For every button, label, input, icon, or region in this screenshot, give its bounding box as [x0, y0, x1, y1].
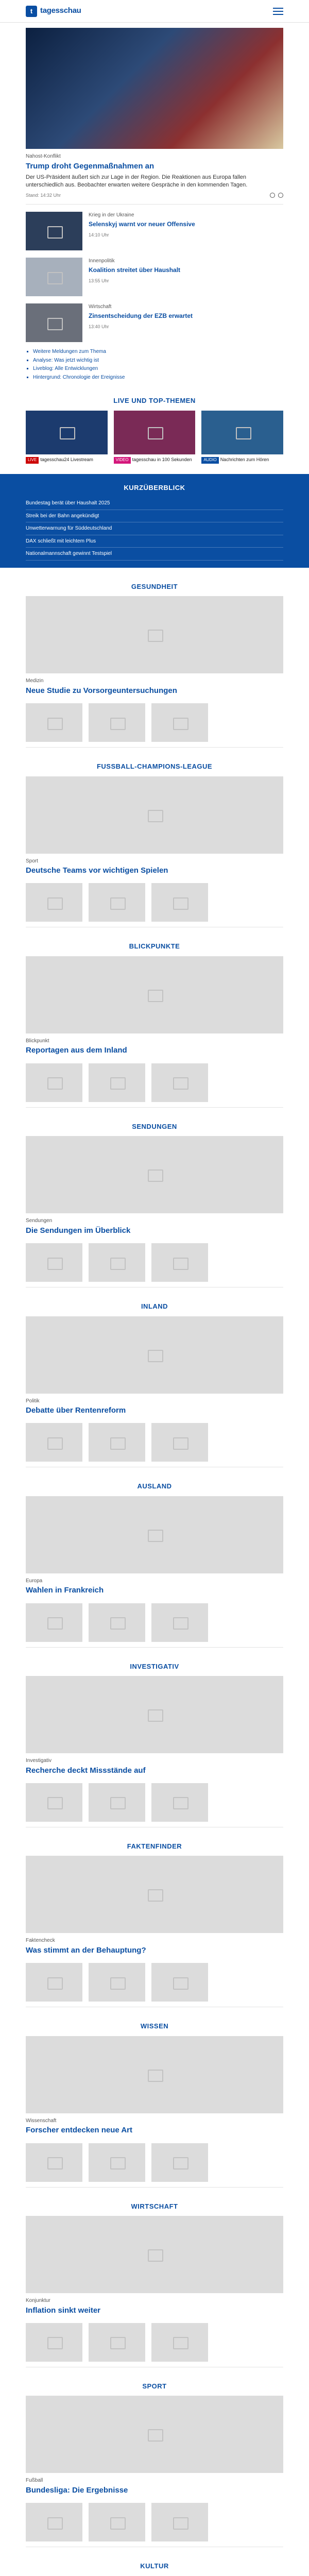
- content-section: [26, 937, 283, 1107]
- content-section: [26, 2377, 283, 2547]
- section-title-live: LIVE UND TOP-THEMEN: [113, 397, 196, 405]
- audio-badge: AUDIO: [201, 457, 218, 464]
- thumbnail-image[interactable]: [151, 1423, 208, 1462]
- thumbnail-image[interactable]: [151, 1603, 208, 1642]
- item-topline: Innenpolitik: [89, 258, 115, 264]
- top-navigation: [0, 0, 309, 23]
- thumbnail-image[interactable]: [151, 2143, 208, 2182]
- thumbnail-image[interactable]: [26, 2143, 82, 2182]
- thumbnail-image[interactable]: [26, 1603, 82, 1642]
- section-image[interactable]: [26, 2036, 283, 2113]
- section-title: SENDUNGEN: [132, 1122, 177, 1130]
- section-image[interactable]: [26, 1676, 283, 1753]
- content-section: [26, 2556, 283, 2576]
- section-image[interactable]: [26, 1316, 283, 1394]
- thumbnail-image[interactable]: [26, 703, 82, 742]
- section-topline: Wissenschaft: [26, 2117, 57, 2124]
- thumbnail-image[interactable]: [151, 1783, 208, 1822]
- thumbnail-image[interactable]: [151, 883, 208, 922]
- related-link[interactable]: ▪ Weitere Meldungen zum Thema: [33, 348, 283, 355]
- related-link[interactable]: ▪ Analyse: Was jetzt wichtig ist: [33, 357, 283, 364]
- section-image[interactable]: [26, 1136, 283, 1213]
- section-headline[interactable]: Reportagen aus dem Inland: [26, 1046, 127, 1055]
- ticker-block: [0, 474, 309, 568]
- section-title: AUSLAND: [137, 1482, 172, 1490]
- thumbnail-image[interactable]: [151, 1063, 208, 1102]
- logo-text[interactable]: tagesschau: [40, 6, 81, 15]
- logo-icon[interactable]: t: [26, 6, 37, 17]
- section-headline[interactable]: Deutsche Teams vor wichtigen Spielen: [26, 866, 168, 875]
- thumbnail-image[interactable]: [89, 1423, 145, 1462]
- section-image[interactable]: [26, 1496, 283, 1573]
- live-tile[interactable]: [114, 411, 196, 454]
- hero-time: Stand: 14:32 Uhr: [26, 193, 61, 198]
- section-title: FUSSBALL-CHAMPIONS-LEAGUE: [96, 762, 213, 771]
- section-topline: Europa: [26, 1578, 43, 1584]
- item-topline: Krieg in der Ukraine: [89, 212, 134, 218]
- section-topline: Investigativ: [26, 1758, 52, 1764]
- item-time: 14:10 Uhr: [89, 232, 109, 238]
- section-title: INVESTIGATIV: [130, 1662, 179, 1670]
- thumbnail-image[interactable]: [26, 1063, 82, 1102]
- section-image[interactable]: [26, 1856, 283, 1933]
- content-section: [26, 1297, 283, 1467]
- hero-headline[interactable]: Trump droht Gegenmaßnahmen an: [26, 161, 154, 171]
- bookmark-icon[interactable]: [278, 193, 283, 198]
- live-label[interactable]: tagesschau24 Livestream: [40, 456, 93, 462]
- content-section: [26, 757, 283, 927]
- thumbnail-image[interactable]: [26, 2323, 82, 2362]
- section-headline[interactable]: Forscher entdecken neue Art: [26, 2126, 133, 2135]
- live-label[interactable]: Nachrichten zum Hören: [220, 456, 269, 462]
- thumbnail-image[interactable]: [151, 703, 208, 742]
- item-title[interactable]: Zinsentscheidung der EZB erwartet: [89, 312, 193, 319]
- section-headline[interactable]: Die Sendungen im Überblick: [26, 1226, 131, 1235]
- section-image[interactable]: [26, 776, 283, 854]
- section-title: INLAND: [141, 1302, 168, 1311]
- hero-image[interactable]: [26, 28, 283, 149]
- section-title: BLICKPUNKTE: [129, 942, 180, 951]
- thumbnail-image[interactable]: [26, 883, 82, 922]
- thumbnail-image[interactable]: [89, 883, 145, 922]
- section-title: SPORT: [142, 2382, 167, 2390]
- section-topline: Blickpunkt: [26, 1038, 49, 1044]
- ticker-item[interactable]: Bundestag berät über Haushalt 2025: [26, 497, 283, 510]
- related-links: [26, 348, 283, 381]
- thumbnail-image[interactable]: [26, 2503, 82, 2541]
- section-topline: Sport: [26, 858, 38, 864]
- thumbnail-image[interactable]: [151, 2323, 208, 2362]
- related-link[interactable]: ▪ Hintergrund: Chronologie der Ereignisse: [33, 374, 283, 381]
- section-title: WISSEN: [140, 2022, 169, 2030]
- hero-topline: Nahost-Konflikt: [26, 154, 61, 159]
- thumbnail-image: [26, 258, 82, 296]
- thumbnail-image[interactable]: [26, 1423, 82, 1462]
- section-headline[interactable]: Was stimmt an der Behauptung?: [26, 1945, 146, 1955]
- list-item[interactable]: [26, 258, 283, 296]
- section-topline: Sendungen: [26, 1218, 53, 1224]
- section-image[interactable]: [26, 2216, 283, 2293]
- ticker-item[interactable]: Unwetterwarnung für Süddeutschland: [26, 522, 283, 535]
- section-title: GESUNDHEIT: [131, 582, 178, 590]
- thumbnail-image[interactable]: [89, 2323, 145, 2362]
- section-headline[interactable]: Bundesliga: Die Ergebnisse: [26, 2485, 128, 2495]
- live-tile[interactable]: [26, 411, 108, 454]
- video-badge: VIDEO: [114, 457, 131, 464]
- item-title[interactable]: Koalition streitet über Haushalt: [89, 266, 181, 274]
- section-topline: Medizin: [26, 678, 44, 684]
- section-headline[interactable]: Neue Studie zu Vorsorgeuntersuchungen: [26, 686, 177, 695]
- content-section: [26, 1117, 283, 1287]
- section-headline[interactable]: Recherche deckt Missstände auf: [26, 1766, 146, 1775]
- thumbnail-image[interactable]: [89, 703, 145, 742]
- section-title-ticker: KURZÜBERBLICK: [124, 483, 185, 492]
- list-item[interactable]: [26, 303, 283, 342]
- ticker-item[interactable]: Nationalmannschaft gewinnt Testspiel: [26, 548, 283, 561]
- section-image[interactable]: [26, 956, 283, 1033]
- hero-teaser: Der US-Präsident äußert sich zur Lage in der Region. Die Reaktionen aus Europa fallen unterschiedlich aus. Beobachter erwarten weitere Gespräche in den kommenden Tagen.: [26, 174, 248, 188]
- content-section: [26, 1477, 283, 1647]
- section-topline: Konjunktur: [26, 2298, 50, 2304]
- item-topline: Wirtschaft: [89, 304, 112, 310]
- thumbnail-image[interactable]: [89, 2143, 145, 2182]
- content-section: [26, 2016, 283, 2187]
- section-topline: Politik: [26, 1398, 40, 1404]
- item-time: 13:40 Uhr: [89, 324, 109, 330]
- section-topline: Fußball: [26, 2478, 43, 2484]
- thumbnail-image[interactable]: [89, 1243, 145, 1282]
- section-title: FAKTENFINDER: [127, 1842, 182, 1850]
- section-headline[interactable]: Inflation sinkt weiter: [26, 2306, 101, 2315]
- thumbnail-image: [26, 303, 82, 342]
- thumbnail-image[interactable]: [151, 1963, 208, 2002]
- section-headline[interactable]: Debatte über Rentenreform: [26, 1406, 126, 1415]
- section-image[interactable]: [26, 596, 283, 673]
- live-tile[interactable]: [201, 411, 283, 454]
- section-topline: Faktencheck: [26, 1938, 55, 1944]
- thumbnail-image[interactable]: [89, 1963, 145, 2002]
- content-section: [26, 577, 283, 748]
- section-title: WIRTSCHAFT: [131, 2202, 178, 2210]
- thumbnail-image[interactable]: [89, 1063, 145, 1102]
- section-title: KULTUR: [140, 2562, 169, 2570]
- live-label[interactable]: tagesschau in 100 Sekunden: [132, 456, 192, 462]
- sections: [0, 577, 309, 2576]
- ticker-item[interactable]: Streik bei der Bahn angekündigt: [26, 510, 283, 523]
- content-section: [26, 1837, 283, 2007]
- thumbnail-image: [26, 212, 82, 250]
- thumbnail-image[interactable]: [151, 1243, 208, 1282]
- thumbnail-image[interactable]: [26, 1243, 82, 1282]
- live-badge: LIVE: [26, 457, 39, 464]
- thumbnail-image[interactable]: [89, 1603, 145, 1642]
- thumbnail-image[interactable]: [151, 2503, 208, 2541]
- share-icon[interactable]: [270, 193, 275, 198]
- item-time: 13:55 Uhr: [89, 278, 109, 284]
- item-title[interactable]: Selenskyj warnt vor neuer Offensive: [89, 220, 195, 228]
- content-section: [26, 1657, 283, 1827]
- related-link[interactable]: ▪ Liveblog: Alle Entwicklungen: [33, 365, 283, 372]
- ticker-item[interactable]: DAX schließt mit leichtem Plus: [26, 535, 283, 548]
- thumbnail-image[interactable]: [26, 1963, 82, 2002]
- thumbnail-image[interactable]: [89, 1783, 145, 1822]
- menu-icon[interactable]: [273, 8, 283, 15]
- section-headline[interactable]: Wahlen in Frankreich: [26, 1586, 104, 1595]
- thumbnail-image[interactable]: [26, 1783, 82, 1822]
- thumbnail-image[interactable]: [89, 2503, 145, 2541]
- content-section: [26, 2197, 283, 2367]
- list-item[interactable]: [26, 212, 283, 250]
- section-image[interactable]: [26, 2396, 283, 2473]
